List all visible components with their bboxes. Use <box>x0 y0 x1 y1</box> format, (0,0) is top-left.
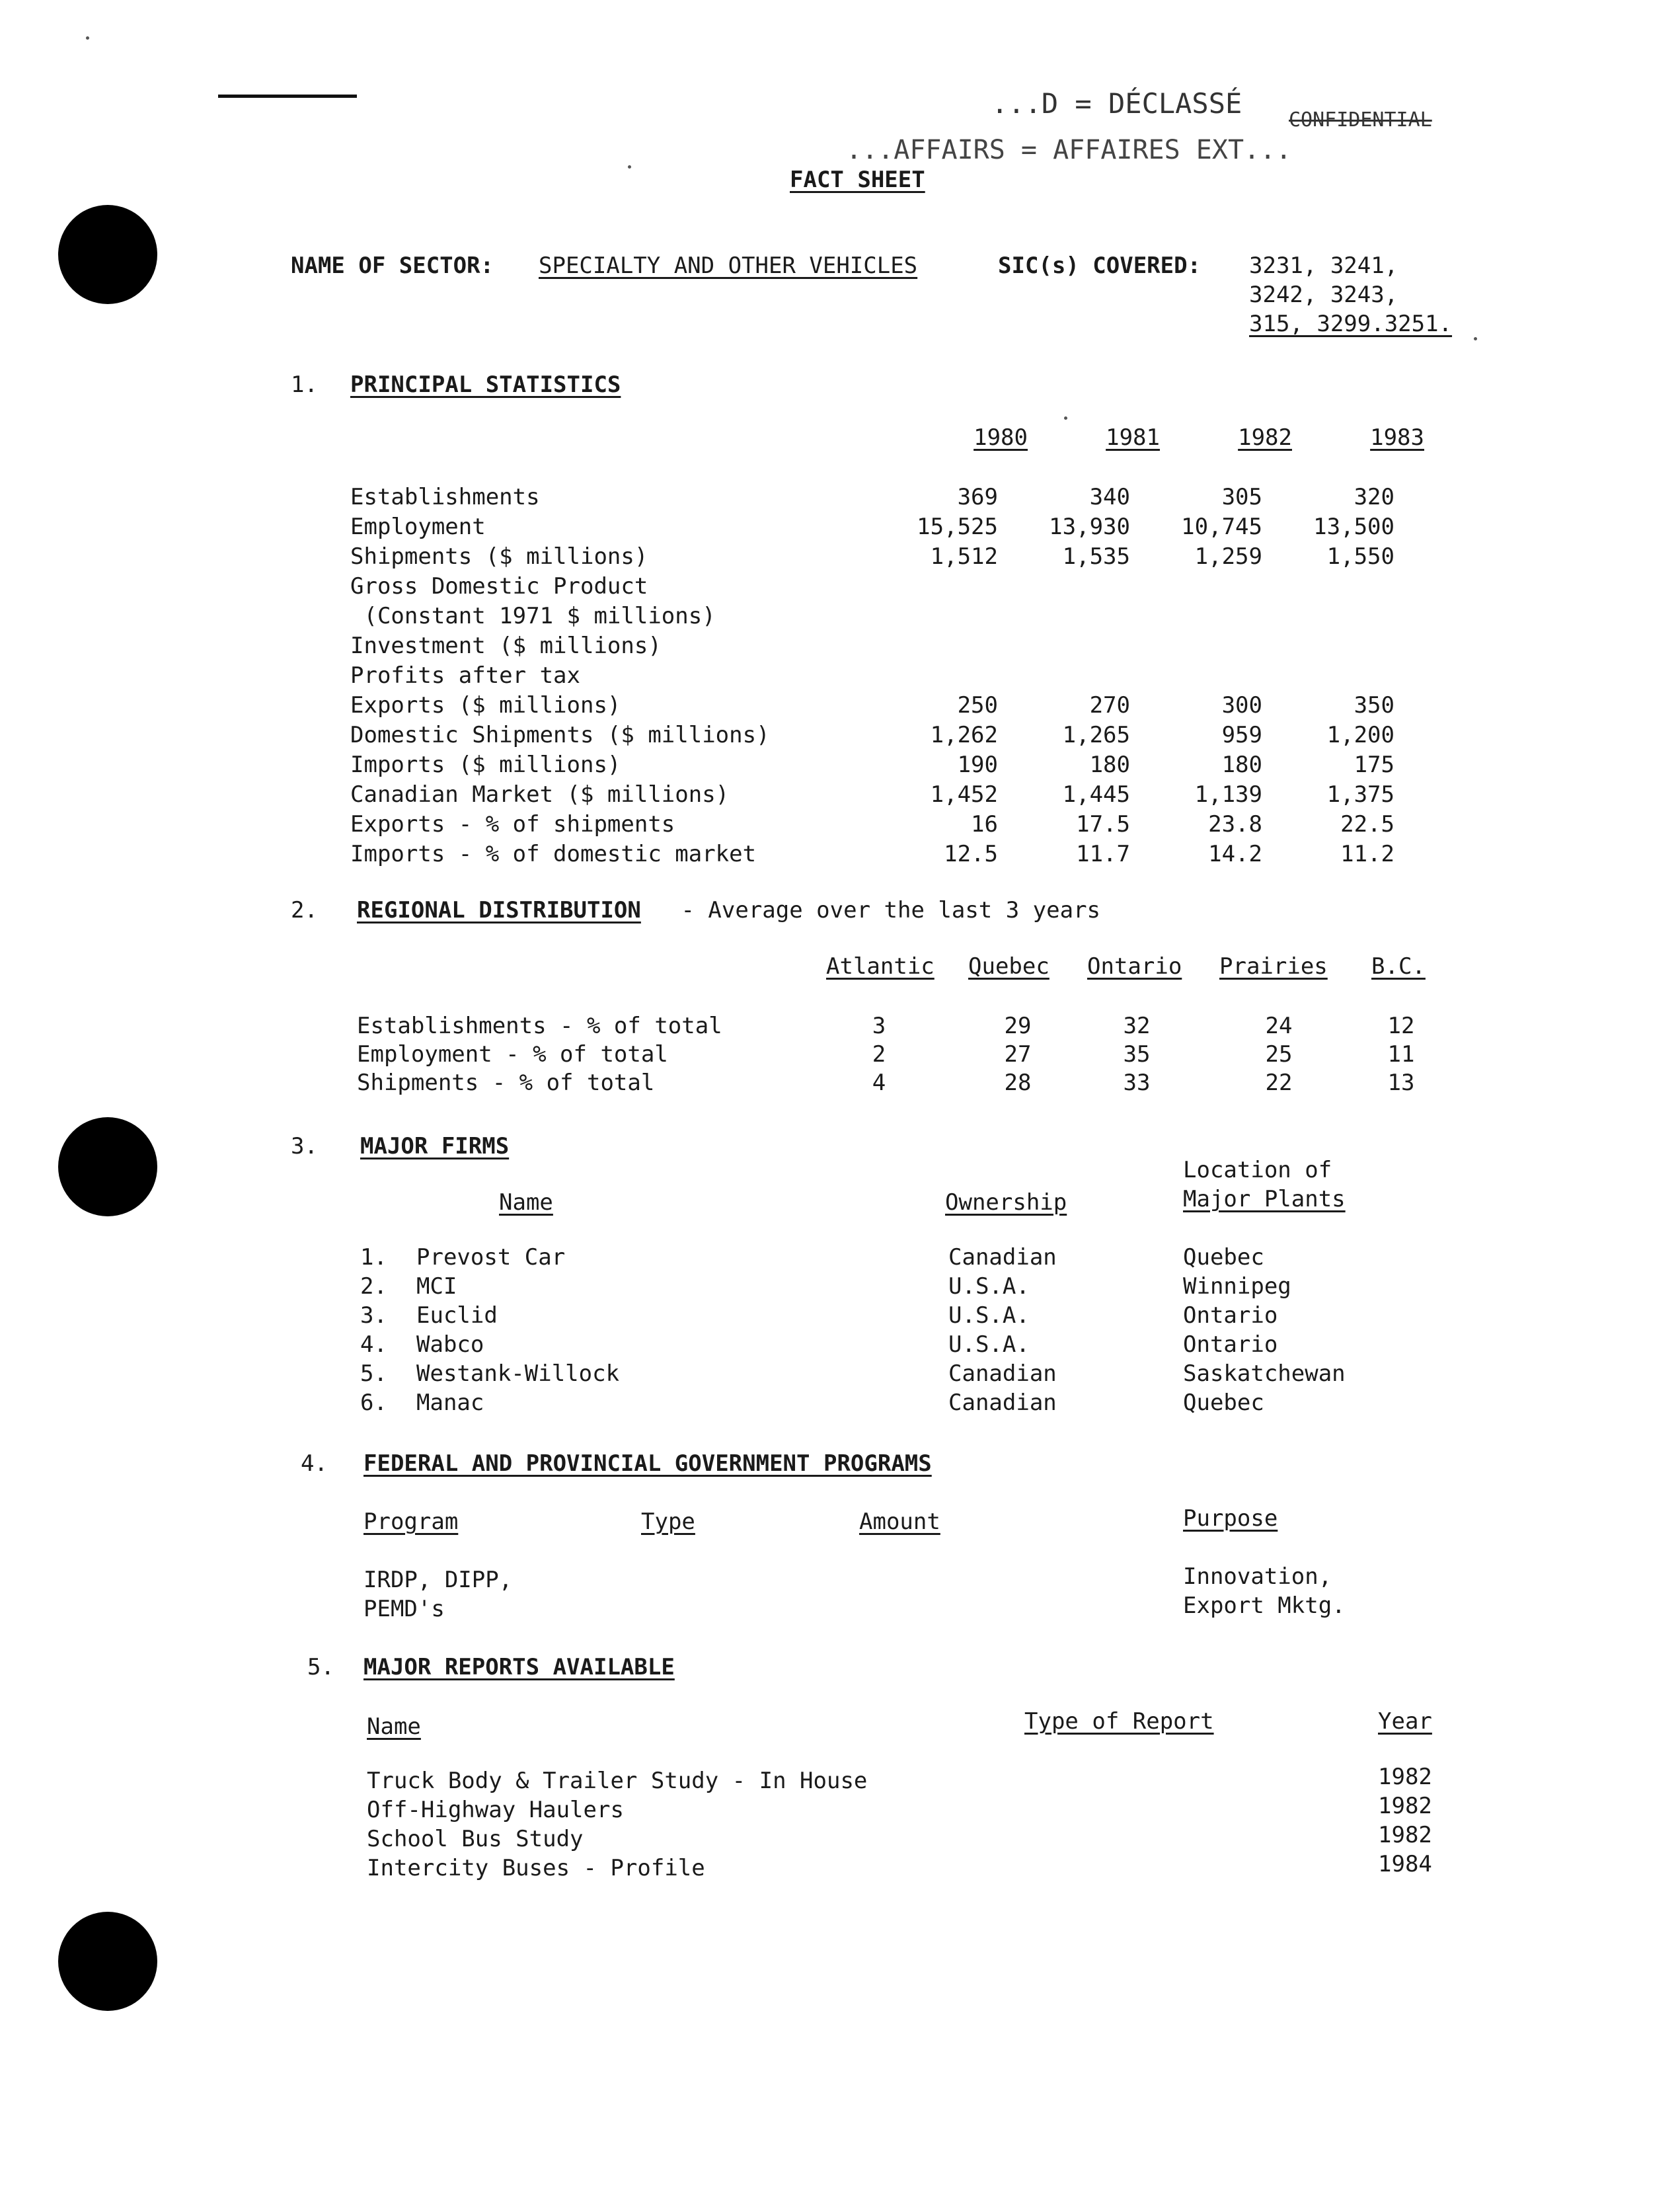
firm-number: 6. <box>360 1390 387 1416</box>
stat-value: 11.7 <box>1076 841 1130 867</box>
stat-label: (Constant 1971 $ millions) <box>350 603 716 629</box>
region-row-label: Shipments - % of total <box>357 1070 655 1096</box>
stat-value: 23.8 <box>1208 811 1262 838</box>
program-purpose-line2: Export Mktg. <box>1183 1592 1346 1619</box>
report-name: Off-Highway Haulers <box>367 1797 624 1823</box>
stat-value: 13,930 <box>1049 514 1130 540</box>
stat-value: 300 <box>1221 692 1262 719</box>
firm-number: 2. <box>360 1273 387 1300</box>
region-value: 4 <box>872 1070 886 1096</box>
year-header: 1983 <box>1370 424 1424 451</box>
region-header: B.C. <box>1371 953 1426 980</box>
section-2-number: 2. <box>291 897 318 923</box>
stat-value: 15,525 <box>917 514 998 540</box>
programs-col-amount: Amount <box>859 1509 940 1535</box>
stat-value: 1,139 <box>1194 781 1262 808</box>
region-value: 35 <box>1123 1041 1151 1068</box>
stat-value: 250 <box>957 692 998 719</box>
stat-value: 190 <box>957 752 998 778</box>
report-year: 1982 <box>1378 1822 1432 1848</box>
stat-label: Profits after tax <box>350 662 580 689</box>
section-5-number: 5. <box>307 1654 334 1680</box>
firm-name: Wabco <box>416 1331 484 1358</box>
programs-col-purpose: Purpose <box>1183 1505 1278 1532</box>
report-year: 1982 <box>1378 1764 1432 1790</box>
stat-value: 16 <box>971 811 998 838</box>
stat-value: 320 <box>1354 484 1394 510</box>
sector-value: SPECIALTY AND OTHER VEHICLES <box>539 253 918 279</box>
programs-col-program: Program <box>363 1509 459 1535</box>
scan-speck <box>86 36 89 40</box>
scan-speck <box>628 165 631 169</box>
stat-value: 1,200 <box>1326 722 1394 748</box>
region-value: 33 <box>1123 1070 1151 1096</box>
firm-name: MCI <box>416 1273 457 1300</box>
firm-ownership: U.S.A. <box>948 1273 1030 1300</box>
stat-value: 13,500 <box>1313 514 1394 540</box>
firms-col-location-2: Major Plants <box>1183 1186 1346 1212</box>
firms-col-name: Name <box>499 1189 553 1216</box>
programs-col-type: Type <box>641 1509 695 1535</box>
stat-value: 10,745 <box>1181 514 1262 540</box>
stat-value: 22.5 <box>1340 811 1394 838</box>
stat-label: Investment ($ millions) <box>350 633 662 659</box>
declassified-stamp-line2: ...AFFAIRS = AFFAIRES EXT... <box>846 135 1292 165</box>
stat-value: 14.2 <box>1208 841 1262 867</box>
stat-value: 11.2 <box>1340 841 1394 867</box>
program-purpose-line1: Innovation, <box>1183 1563 1332 1590</box>
binder-hole-bottom <box>58 1912 157 2011</box>
stat-value: 12.5 <box>944 841 998 867</box>
stat-value: 305 <box>1221 484 1262 510</box>
binder-hole-middle <box>58 1117 157 1216</box>
section-3-number: 3. <box>291 1133 318 1159</box>
firm-ownership: Canadian <box>948 1360 1057 1387</box>
region-value: 12 <box>1387 1013 1415 1039</box>
firm-name: Prevost Car <box>416 1244 566 1271</box>
stat-value: 1,265 <box>1062 722 1130 748</box>
firm-location: Saskatchewan <box>1183 1360 1346 1387</box>
year-header: 1982 <box>1238 424 1292 451</box>
region-value: 22 <box>1265 1070 1293 1096</box>
year-header: 1981 <box>1106 424 1160 451</box>
region-value: 29 <box>1004 1013 1032 1039</box>
firm-ownership: U.S.A. <box>948 1302 1030 1329</box>
region-row-label: Establishments - % of total <box>357 1013 722 1039</box>
stat-value: 1,550 <box>1326 543 1394 570</box>
sic-codes-line1: 3231, 3241, <box>1249 253 1398 279</box>
firms-col-location-1: Location of <box>1183 1157 1332 1183</box>
scan-speck <box>1064 416 1067 420</box>
stat-label: Imports ($ millions) <box>350 752 621 778</box>
firm-number: 5. <box>360 1360 387 1387</box>
firm-location: Quebec <box>1183 1244 1264 1271</box>
sic-codes-line3: 315, 3299.3251. <box>1249 311 1453 337</box>
section-5-title: MAJOR REPORTS AVAILABLE <box>363 1654 675 1680</box>
firm-location: Ontario <box>1183 1331 1278 1358</box>
section-2-title: REGIONAL DISTRIBUTION <box>357 897 641 923</box>
declassified-stamp-line1: ...D = DÉCLASSÉ <box>991 87 1242 120</box>
firm-name: Euclid <box>416 1302 498 1329</box>
program-name-line1: IRDP, DIPP, <box>363 1567 513 1593</box>
firm-ownership: Canadian <box>948 1244 1057 1271</box>
firm-location: Winnipeg <box>1183 1273 1291 1300</box>
stat-value: 1,512 <box>930 543 998 570</box>
reports-col-type: Type of Report <box>1024 1708 1214 1735</box>
stat-value: 180 <box>1221 752 1262 778</box>
region-value: 28 <box>1004 1070 1032 1096</box>
stat-value: 17.5 <box>1076 811 1130 838</box>
stat-value: 1,259 <box>1194 543 1262 570</box>
sic-label: SIC(s) COVERED: <box>998 253 1202 279</box>
firm-location: Ontario <box>1183 1302 1278 1329</box>
region-header: Prairies <box>1219 953 1328 980</box>
stat-value: 959 <box>1221 722 1262 748</box>
confidential-mark: CONFIDENTIAL <box>1289 108 1432 132</box>
firm-location: Quebec <box>1183 1390 1264 1416</box>
region-value: 3 <box>872 1013 886 1039</box>
stat-label: Canadian Market ($ millions) <box>350 781 730 808</box>
report-name: Intercity Buses - Profile <box>367 1855 705 1881</box>
year-header: 1980 <box>974 424 1028 451</box>
firm-ownership: Canadian <box>948 1390 1057 1416</box>
region-value: 11 <box>1387 1041 1415 1068</box>
firm-number: 3. <box>360 1302 387 1329</box>
region-value: 25 <box>1265 1041 1293 1068</box>
firm-number: 1. <box>360 1244 387 1271</box>
section-3-title: MAJOR FIRMS <box>360 1133 510 1159</box>
stat-label: Exports ($ millions) <box>350 692 621 719</box>
report-year: 1982 <box>1378 1793 1432 1819</box>
stat-value: 1,452 <box>930 781 998 808</box>
region-value: 2 <box>872 1041 886 1068</box>
report-name: Truck Body & Trailer Study - In House <box>367 1768 868 1794</box>
stat-value: 369 <box>957 484 998 510</box>
region-value: 32 <box>1123 1013 1151 1039</box>
stat-value: 175 <box>1354 752 1394 778</box>
stat-label: Establishments <box>350 484 540 510</box>
stat-label: Shipments ($ millions) <box>350 543 648 570</box>
scan-speck <box>1474 337 1477 340</box>
reports-col-name: Name <box>367 1713 421 1740</box>
firm-name: Westank-Willock <box>416 1360 620 1387</box>
stat-value: 1,262 <box>930 722 998 748</box>
report-year: 1984 <box>1378 1851 1432 1877</box>
sector-label: NAME OF SECTOR: <box>291 253 494 279</box>
stat-label: Imports - % of domestic market <box>350 841 757 867</box>
stat-label: Employment <box>350 514 486 540</box>
reports-col-year: Year <box>1378 1708 1432 1735</box>
scan-mark <box>218 95 357 98</box>
stat-value: 1,375 <box>1326 781 1394 808</box>
binder-hole-top <box>58 205 157 304</box>
stat-label: Gross Domestic Product <box>350 573 648 600</box>
section-2-subtitle: - Average over the last 3 years <box>668 897 1101 923</box>
stat-value: 1,535 <box>1062 543 1130 570</box>
report-name: School Bus Study <box>367 1826 584 1852</box>
section-4-title: FEDERAL AND PROVINCIAL GOVERNMENT PROGRAMS <box>363 1450 932 1477</box>
firm-number: 4. <box>360 1331 387 1358</box>
region-header: Ontario <box>1087 953 1182 980</box>
firms-col-ownership: Ownership <box>945 1189 1067 1216</box>
page-title: FACT SHEET <box>790 167 925 193</box>
firm-name: Manac <box>416 1390 484 1416</box>
region-header: Atlantic <box>826 953 935 980</box>
section-1-title: PRINCIPAL STATISTICS <box>350 372 621 398</box>
stat-label: Domestic Shipments ($ millions) <box>350 722 770 748</box>
section-4-number: 4. <box>301 1450 328 1477</box>
region-row-label: Employment - % of total <box>357 1041 668 1068</box>
program-name-line2: PEMD's <box>363 1596 445 1622</box>
section-1-number: 1. <box>291 372 318 398</box>
region-value: 13 <box>1387 1070 1415 1096</box>
region-value: 24 <box>1265 1013 1293 1039</box>
stat-value: 350 <box>1354 692 1394 719</box>
region-header: Quebec <box>968 953 1050 980</box>
stat-value: 270 <box>1089 692 1130 719</box>
region-value: 27 <box>1004 1041 1032 1068</box>
firm-ownership: U.S.A. <box>948 1331 1030 1358</box>
sic-codes-line2: 3242, 3243, <box>1249 282 1398 308</box>
stat-value: 180 <box>1089 752 1130 778</box>
stat-label: Exports - % of shipments <box>350 811 675 838</box>
stat-value: 340 <box>1089 484 1130 510</box>
stat-value: 1,445 <box>1062 781 1130 808</box>
